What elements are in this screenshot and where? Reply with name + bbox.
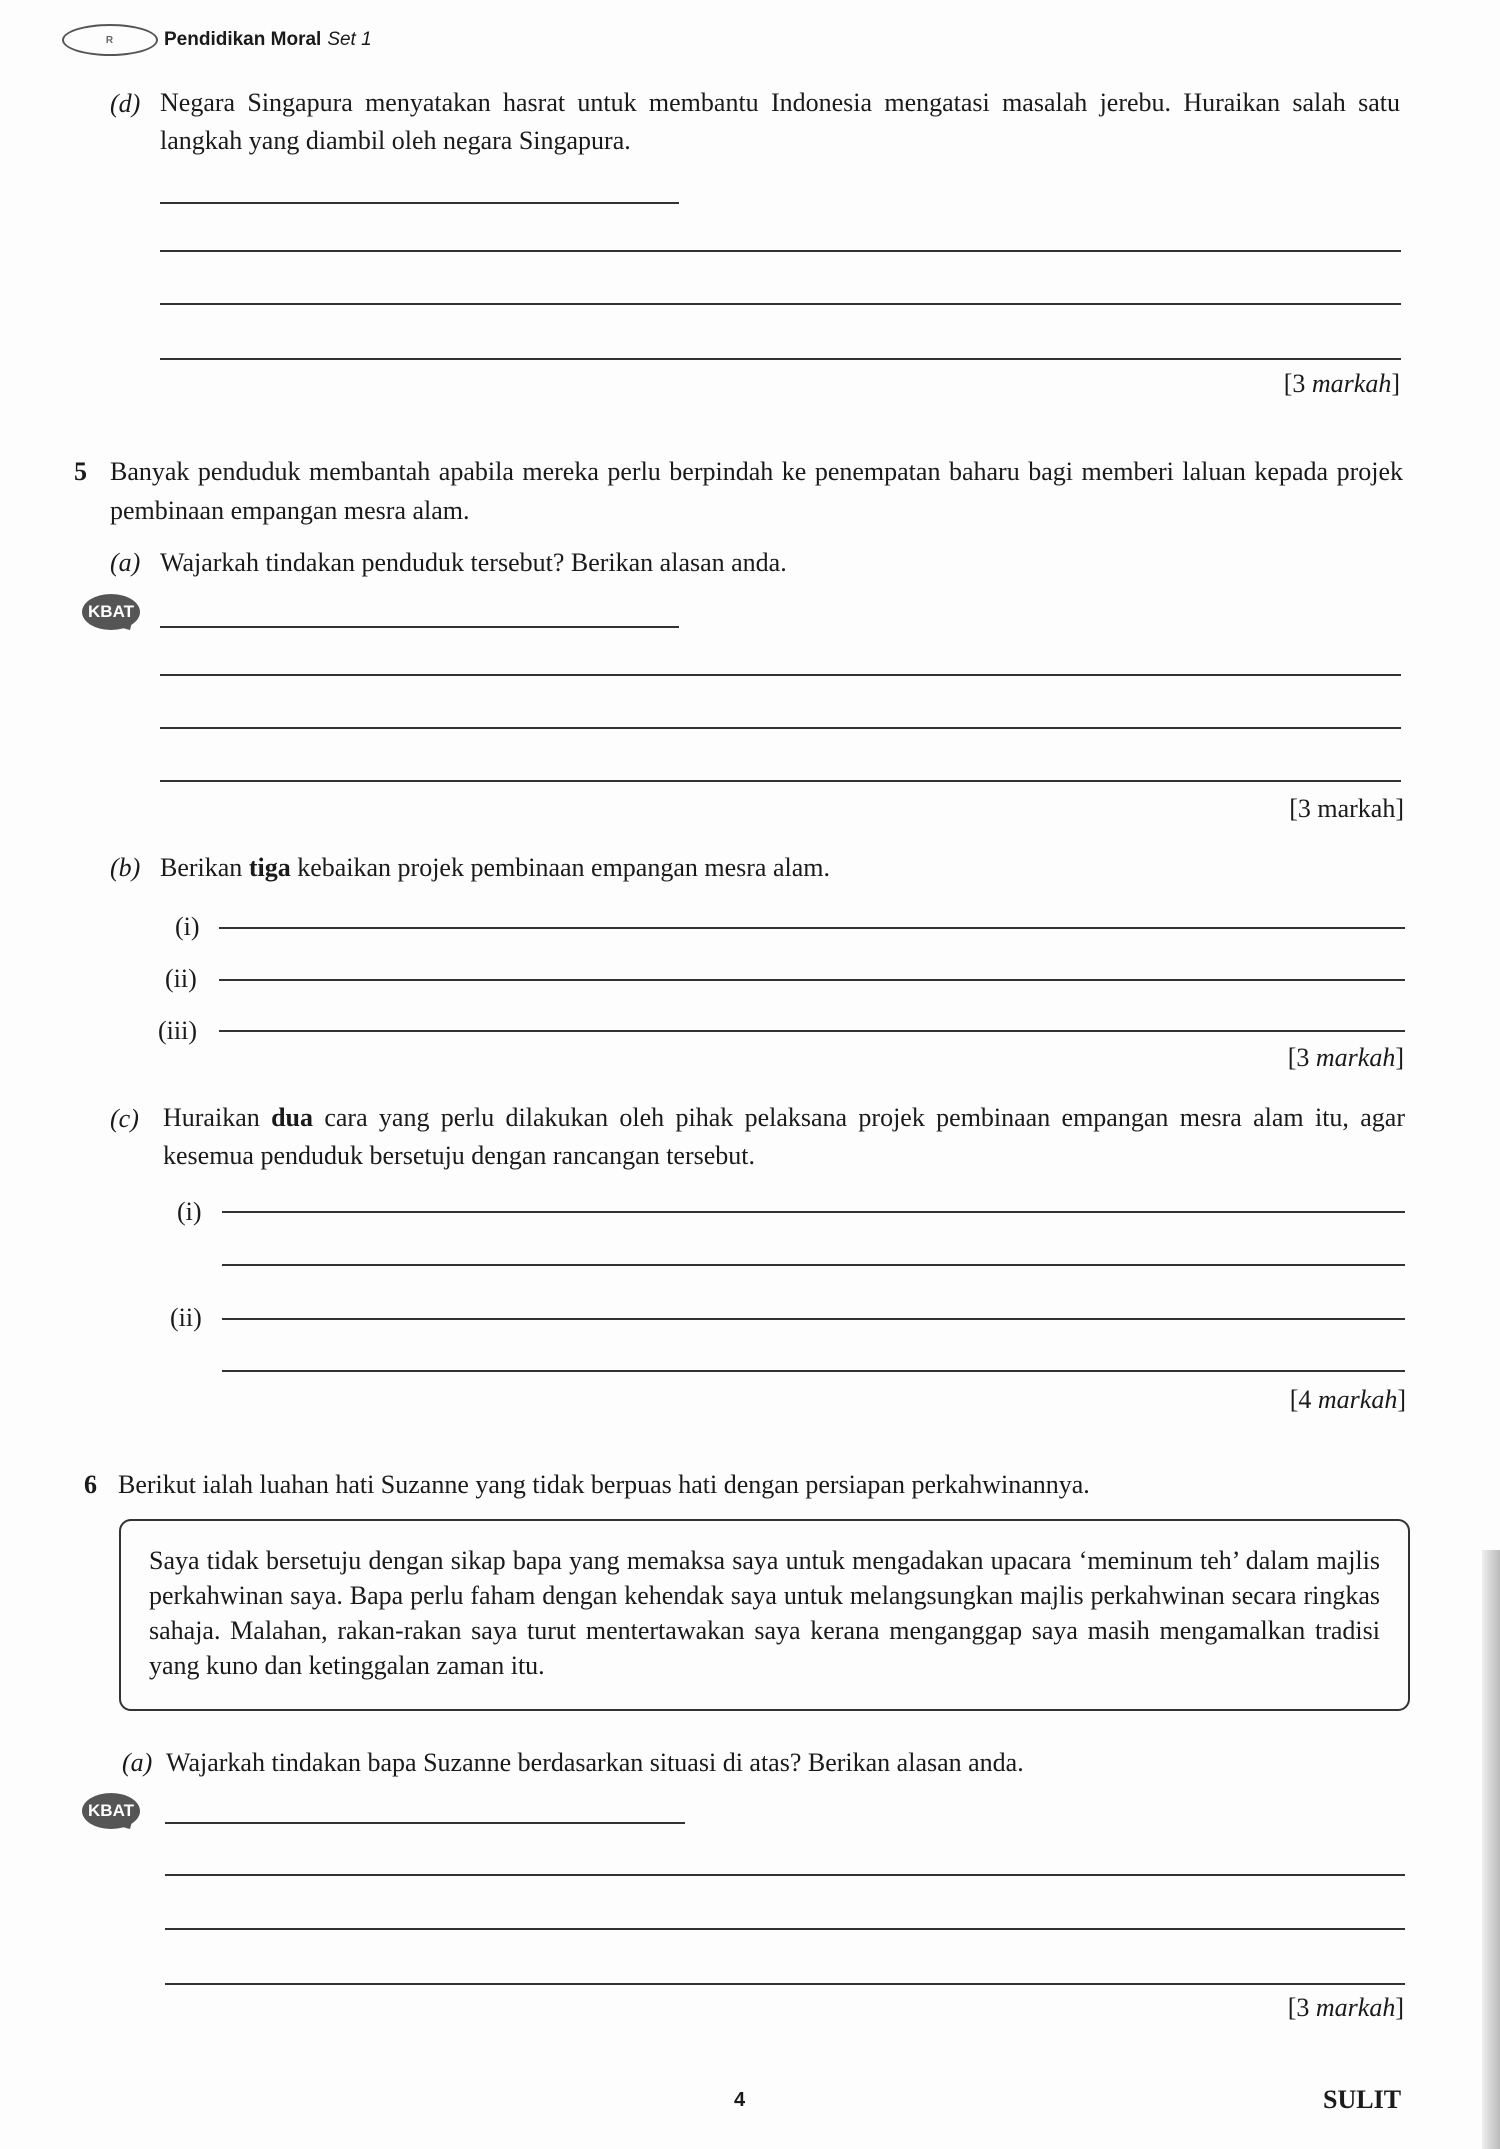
q6-text: Berikut ialah luahan hati Suzanne yang tidak berpuas hati dengan persiapan perkahwinannya. (118, 1470, 1090, 1499)
answer-line (160, 358, 1401, 360)
q5c-label: (c) (110, 1104, 139, 1133)
page-edge-shadow (1482, 1550, 1500, 2149)
marks: [3 markah] (1289, 794, 1404, 823)
answer-line (222, 1211, 1405, 1213)
answer-line (222, 1370, 1405, 1372)
item-label: (iii) (158, 1016, 197, 1045)
answer-line (219, 927, 1405, 929)
q5b-text: Berikan tiga kebaikan projek pembinaan empangan mesra alam. (160, 853, 830, 882)
marks: [4 markah] (1289, 1385, 1406, 1414)
q4d-label: (d) (110, 89, 141, 118)
marks: [3 markah] (1287, 1993, 1404, 2022)
marks: [3 markah] (1287, 1043, 1404, 1072)
answer-line (160, 303, 1401, 305)
q5a-label: (a) (110, 548, 141, 577)
item-label: (ii) (165, 964, 197, 993)
answer-line (160, 250, 1401, 252)
answer-line (165, 1822, 685, 1824)
header-title: Pendidikan Moral (164, 29, 322, 50)
kbat-badge: KBAT (82, 1793, 140, 1829)
answer-line (165, 1983, 1405, 1985)
header-set: Set 1 (327, 29, 372, 50)
q6a-text: Wajarkah tindakan bapa Suzanne berdasarkan situasi di atas? Berikan alasan anda. (166, 1748, 1024, 1777)
status-label: SULIT (1323, 2085, 1402, 2114)
page-number: 4 (734, 2089, 746, 2111)
q5-number: 5 (74, 457, 87, 486)
q4d-text: Negara Singapura menyatakan hasrat untuk membantu Indonesia mengatasi masalah jerebu. Huraikan salah satu langkah yang diambil oleh negara Singapura. (160, 88, 1400, 155)
answer-line (222, 1264, 1405, 1266)
page-header (62, 24, 372, 56)
answer-line (160, 727, 1401, 729)
marks: [3 markah] (1283, 369, 1400, 398)
q5c-text: Huraikan dua cara yang perlu dilakukan oleh pihak pelaksana projek pembinaan empangan mesra alam itu, agar kesemua penduduk bersetuju dengan rancangan tersebut. (163, 1103, 1405, 1170)
item-label: (ii) (170, 1303, 202, 1332)
item-label: (i) (175, 912, 200, 941)
answer-line (165, 1928, 1405, 1930)
q6a-label: (a) (122, 1748, 153, 1777)
quote-text: Saya tidak bersetuju dengan sikap bapa yang memaksa saya untuk mengadakan upacara ‘meminum teh’ dalam majlis perkahwinan saya. Bapa perlu faham dengan kehendak saya untuk melangsungkan majlis perkahwinan secara ringkas sahaja. Malahan, rakan-rakan saya turut mentertawakan saya kerana menganggap saya masih mengamalkan tradisi yang kuno dan ketinggalan zaman itu. (149, 1546, 1380, 1680)
kbat-badge: KBAT (82, 594, 140, 630)
q5b-label: (b) (110, 853, 141, 882)
answer-line (222, 1318, 1405, 1320)
answer-line (165, 1874, 1405, 1876)
answer-line (160, 674, 1401, 676)
answer-line (219, 979, 1405, 981)
q5-text: Banyak penduduk membantah apabila mereka perlu berpindah ke penempatan baharu bagi memberi laluan kepada projek pembinaan empangan mesra alam. (110, 457, 1403, 525)
answer-line (160, 626, 679, 628)
q6-number: 6 (84, 1470, 97, 1499)
answer-line (219, 1030, 1405, 1032)
q5a-text: Wajarkah tindakan penduduk tersebut? Berikan alasan anda. (160, 548, 787, 577)
item-label: (i) (177, 1197, 202, 1226)
publisher-logo: R (62, 24, 158, 56)
quote-box (119, 1519, 1410, 1711)
answer-line (160, 202, 679, 204)
answer-line (160, 780, 1401, 782)
